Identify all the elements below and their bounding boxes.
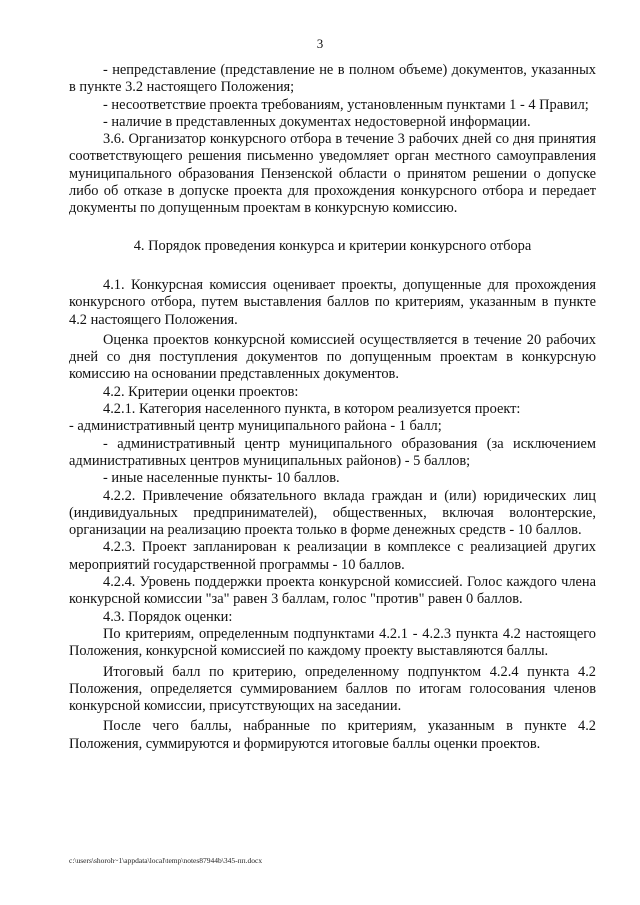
paragraph: - наличие в представленных документах недостоверной информации. [103,113,531,130]
paragraph: 4.2.2. Привлечение обязательного вклада граждан и (или) юридических лиц (индивидуальных предпринимателей), общественных, включая волонтерские, организации на реализацию проекта только в форме денежных средств - 10 баллов. [69,487,596,539]
paragraph: Оценка проектов конкурсной комиссией осуществляется в течение 20 рабочих дней со дня поступления документов по допущенным проектам в конкурсную комиссию на основании представленных документов. [69,331,596,383]
list-item: - административный центр муниципального образования (за исключением административных центров муниципальных районов) - 5 баллов; [69,435,596,469]
paragraph: 4.1. Конкурсная комиссия оценивает проекты, допущенные для прохождения конкурсного отбора, путем выставления баллов по критериям, указанным в пункте 4.2 настоящего Положения. [69,276,596,328]
paragraph: Итоговый балл по критерию, определенному подпунктом 4.2.4 пункта 4.2 Положения, определяется суммированием баллов по итогам голосования членов конкурсной комиссии, присутствующих на заседании. [69,663,596,715]
file-path-footer: c:\users\shoroh~1\appdata\local\temp\notes87944b\345-пп.docx [69,856,263,865]
list-item: - иные населенные пункты- 10 баллов. [103,470,340,487]
paragraph: 4.2. Критерии оценки проектов: [103,383,299,400]
paragraph: 4.2.3. Проект запланирован к реализации в комплексе с реализацией других мероприятий государственной программы - 10 баллов. [69,539,596,573]
paragraph: 4.2.4. Уровень поддержки проекта конкурсной комиссией. Голос каждого члена конкурсной комиссии "за" равен 3 баллам, голос "против" равен 0 баллов. [69,574,596,608]
section-heading: 4. Порядок проведения конкурса и критерии конкурсного отбора [133,237,532,254]
paragraph: - несоответствие проекта требованиям, установленным пунктами 1 - 4 Правил; [103,96,589,113]
paragraph: После чего баллы, набранные по критериям, указанным в пункте 4.2 Положения, суммируются и формируются итоговые баллы оценки проектов. [69,718,596,752]
paragraph: По критериям, определенным подпунктами 4.2.1 - 4.2.3 пункта 4.2 настоящего Положения, конкурсной комиссией по каждому проекту выставляются баллы. [69,625,596,660]
paragraph: 3.6. Организатор конкурсного отбора в течение 3 рабочих дней со дня принятия соответствующего решения письменно уведомляет орган местного самоуправления муниципального образования Пензенской области о принятом решении о допуске либо об отказе в допуске проекта для прохождения конкурсного отбора и передает документы по допущенным проектам в конкурсную комиссию. [69,131,596,217]
paragraph: 4.3. Порядок оценки: [103,608,233,625]
document-body [69,62,596,753]
page-number: 3 [316,36,324,51]
paragraph: - непредставление (представление не в полном объеме) документов, указанных в пункте 3.2 настоящего Положения; [69,62,596,96]
paragraph: 4.2.1. Категория населенного пункта, в котором реализуется проект: [103,401,521,418]
list-item: - административный центр муниципального района - 1 балл; [69,418,442,435]
